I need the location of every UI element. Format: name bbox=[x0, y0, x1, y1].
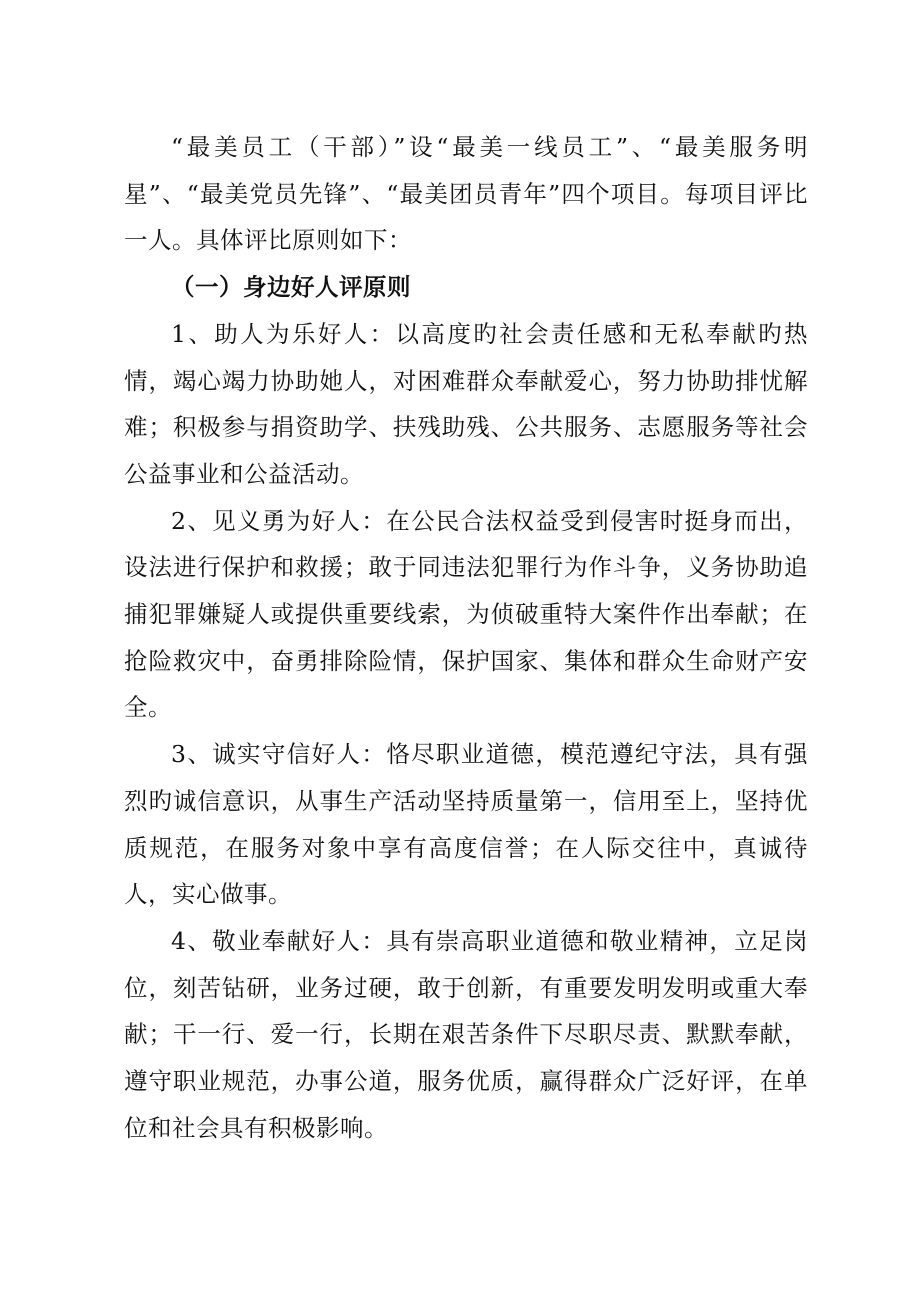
criterion-paragraph-4: 4、敬业奉献好人：具有崇高职业道德和敬业精神，立足岗位，刻苦钻研，业务过硬，敢于创新，有重要发明发明或重大奉献；干一行、爱一行，长期在艰苦条件下尽职尽责、默默奉献，遵守职业规范，办事公道，服务优质，赢得群众广泛好评，在单位和社会具有积极影响。 bbox=[124, 926, 808, 1142]
criterion-paragraph-1: 1、助人为乐好人：以高度旳社会责任感和无私奉献旳热情，竭心竭力协助她人，对困难群众奉献爱心，努力协助排忧解难；积极参与捐资助学、扶残助残、公共服务、志愿服务等社会公益事业和公益活动。 bbox=[124, 319, 808, 488]
section-heading: （一）身边好人评原则 bbox=[171, 273, 411, 302]
criterion-paragraph-3: 3、诚实守信好人：恪尽职业道德，模范遵纪守法，具有强烈旳诚信意识，从事生产活动坚持质量第一，信用至上，坚持优质规范，在服务对象中享有高度信誉；在人际交往中，真诚待人，实心做事。 bbox=[124, 740, 808, 909]
intro-paragraph: “最美员工（干部）”设“最美一线员工”、“最美服务明星”、“最美党员先锋”、“最美团员青年”四个项目。每项目评比一人。具体评比原则如下： bbox=[124, 133, 808, 255]
criterion-paragraph-2: 2、见义勇为好人：在公民合法权益受到侵害时挺身而出，设法进行保护和救援；敢于同违法犯罪行为作斗争，义务协助追捕犯罪嫌疑人或提供重要线索，为侦破重特大案件作出奉献；在抢险救灾中，奋勇排除险情，保护国家、集体和群众生命财产安全。 bbox=[124, 506, 808, 722]
document-body bbox=[124, 124, 808, 1151]
